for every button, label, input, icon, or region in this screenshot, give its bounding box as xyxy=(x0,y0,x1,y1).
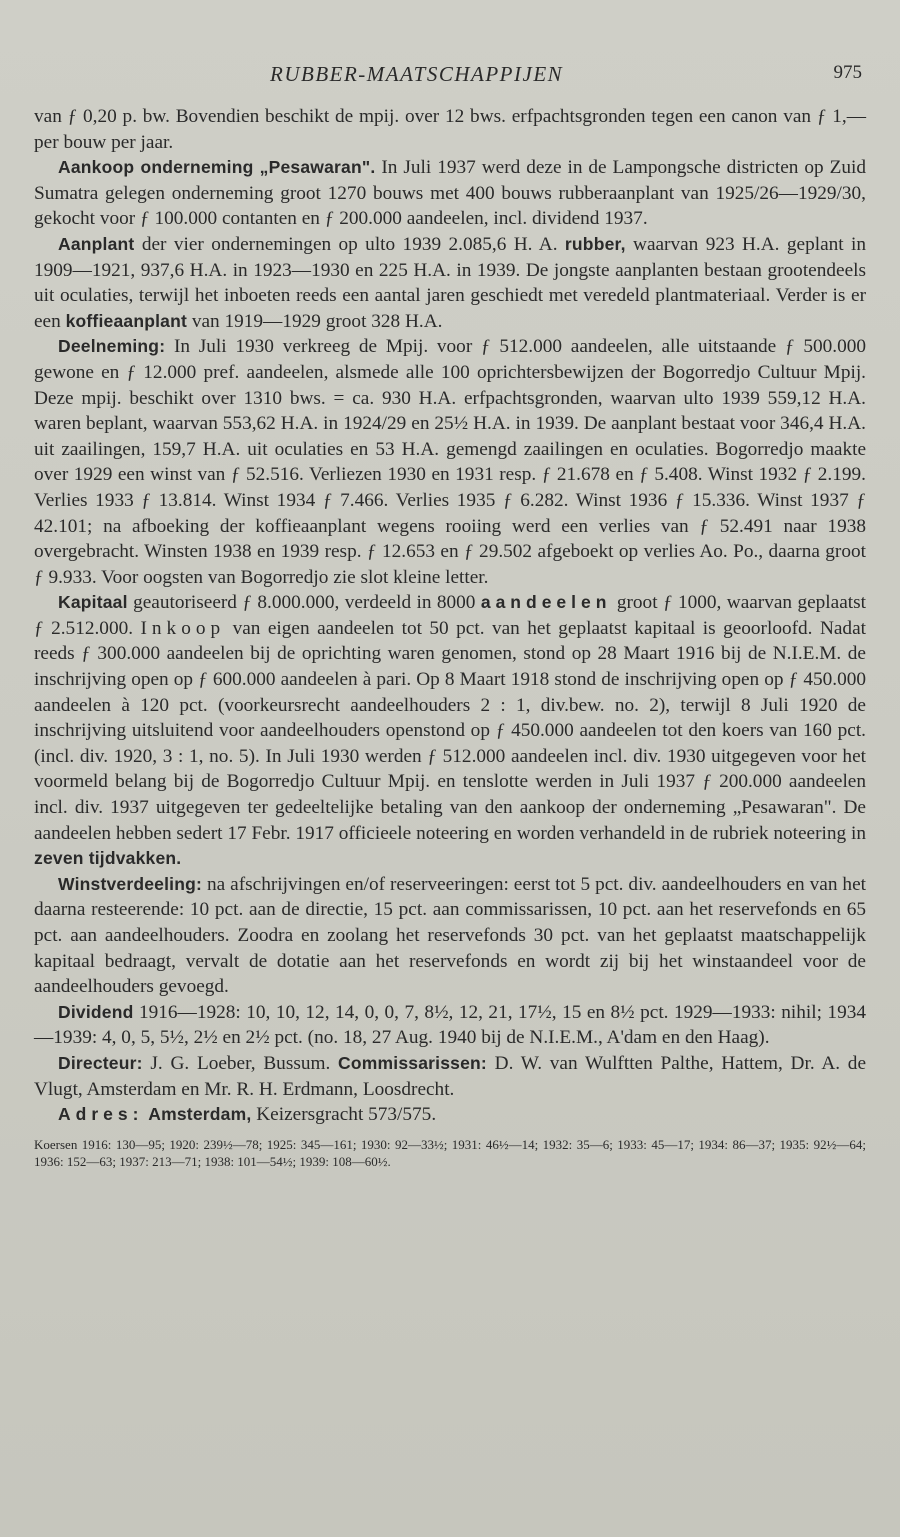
inline-heading-rubber: rubber, xyxy=(564,233,626,254)
section-heading-winstverdeeling: Winstverdeeling: xyxy=(58,873,203,894)
section-heading-aanplant: Aanplant xyxy=(58,233,135,254)
paragraph-text: der vier ondernemingen op ulto 1939 2.085,6 H. A. xyxy=(134,233,565,255)
paragraph-aanplant xyxy=(34,232,866,334)
paragraph-text: Keizersgracht 573/575. xyxy=(251,1104,437,1126)
address-city: Amsterdam, xyxy=(148,1104,252,1125)
section-heading-kapitaal: Kapitaal xyxy=(58,592,128,613)
section-heading-directeur: Directeur: xyxy=(58,1052,143,1073)
paragraph-text: J. G. Loeber, Bussum. xyxy=(142,1052,339,1074)
paragraph-text: van 1919—1929 groot 328 H.A. xyxy=(187,310,443,332)
section-heading-deelneming: Deelneming: xyxy=(58,336,166,357)
paragraph-text: geautoriseerd ƒ 8.000.000, verdeeld in 8000 xyxy=(127,592,481,614)
section-heading-dividend: Dividend xyxy=(58,1001,134,1022)
paragraph-text: D. W. van Wulftten Palthe, Hattem, Dr. A. de Vlugt, Amsterdam en Mr. R. H. Erdmann, Loosdrecht. xyxy=(34,1052,867,1100)
paragraph-directie xyxy=(34,1051,866,1102)
paragraph-adres xyxy=(34,1102,866,1128)
paragraph-text: waarvan 923 H.A. geplant in 1909—1921, 937,6 H.A. in 1923—1930 en 225 H.A. in 1939. De jongste aanplanten bestaan grootendeels uit oculaties, terwijl het inboeten reeds een aantal jaren geschiedt met veredeld plantmateriaal. Verder is er een xyxy=(34,233,866,332)
paragraph-winstverdeeling xyxy=(34,872,866,1000)
paragraph-dividend xyxy=(34,1000,866,1051)
paragraph-aankoop xyxy=(34,155,866,232)
paragraph-deelneming xyxy=(34,334,866,590)
paragraph-text: In Juli 1930 verkreeg de Mpij. voor ƒ 512.000 aandeelen, alle uitstaande ƒ 500.000 gewone en ƒ 12.000 pref. aandeelen, alsmede alle 100 oprichtersbewijzen der Bogorredjo Cultuur Mpij. Deze mpij. beschikt over 1310 bws. = ca. 930 H.A. erfpachtsgronden, waarvan ulto 1939 559,12 H.A. waren beplant, waarvan 553,62 H.A. in 1924/29 en 25½ H.A. in 1939. De aanplant bestaat voor 346,4 H.A. uit zaailingen, 159,7 H.A. uit oculaties en 53 H.A. gemengd zaailingen en oculaties. Bogorredjo maakte over 1929 een winst van ƒ 52.516. Verliezen 1930 en 1931 resp. ƒ 21.678 en ƒ 5.408. Winst 1932 ƒ 2.199. Verlies 1933 ƒ 13.814. Winst 1934 ƒ 7.466. Verlies 1935 ƒ 6.282. Winst 1936 ƒ 15.336. Winst 1937 ƒ 42.101; na afboeking der koffieaanplant wegens rooiing werd een verlies van ƒ 52.491 naar 1938 overgebracht. Winsten 1938 en 1939 resp. ƒ 12.653 en ƒ 29.502 afgeboekt op verlies Ao. Po., daarna groot ƒ 9.933. Voor oogsten van Bogorredjo zie slot kleine letter. xyxy=(34,336,866,588)
emphasis-aandeelen: aandeelen xyxy=(480,592,612,613)
paragraph-text: 1916—1928: 10, 10, 12, 14, 0, 0, 7, 8½, 12, 21, 17½, 15 en 8½ pct. 1929—1933: nihil; 1934—1939: 4, 0, 5, 5½, 2½ en 2½ pct. (no. 18, 27 Aug. 1940 bij de N.I.E.M., A'dam en den Haag). xyxy=(34,1001,866,1049)
paragraph-canon xyxy=(34,104,866,155)
inline-heading-koffie: koffieaanplant xyxy=(65,310,188,331)
paragraph-text: In Juli 1937 werd deze in de Lampongsche districten op Zuid Sumatra gelegen onderneming groot 1270 bouws met 400 bouws rubberaanplant van 1925/26—1929/30, gekocht voor ƒ 100.000 contanten en ƒ 200.000 aandeelen, incl. dividend 1937. xyxy=(34,157,866,230)
koersen-footnote: Koersen 1916: 130—95; 1920: 239½—78; 1925: 345—161; 1930: 92—33½; 1931: 46½—14; 1932: 35—6; 1933: 45—17; 1934: 86—37; 1935: 92½—64; 1936: 152—63; 1937: 213—71; 1938: 101—54½; 1939: 108—60½. xyxy=(34,1136,866,1169)
inline-heading-tijdvakken: zeven tijdvakken. xyxy=(34,848,182,869)
paragraph-text: na afschrijvingen en/of reserveeringen: eerst tot 5 pct. div. aandeelhouders en van het daarna resteerende: 10 pct. aan de directie, 15 pct. aan commissarissen, 10 pct. aan het reservefonds en 65 pct. aan aandeelhouders. Zoodra en zoolang het reservefonds 30 pct. van het geplaatst maatschappelijk kapitaal bedraagt, vervalt de dotatie aan het reservefonds en wordt zij bij het winstaandeel voor de aandeelhouders gevoegd. xyxy=(34,873,866,998)
page-header xyxy=(0,60,900,90)
page-number: 975 xyxy=(833,62,862,83)
section-heading-aankoop: Aankoop onderneming „Pesawaran". xyxy=(58,157,376,178)
running-title: RUBBER-MAATSCHAPPIJEN xyxy=(270,62,564,86)
page-body xyxy=(34,104,866,1183)
section-heading-commissarissen: Commissarissen: xyxy=(338,1052,487,1073)
paragraph-text: van ƒ 0,20 p. bw. Bovendien beschikt de mpij. over 12 bws. erfpachtsgronden tegen een canon van ƒ 1,— per bouw per jaar. xyxy=(34,106,866,153)
paragraph-kapitaal xyxy=(34,590,866,872)
section-heading-adres: Adres: xyxy=(58,1104,144,1125)
emphasis-inkoop: Inkoop xyxy=(140,617,226,639)
paragraph-text: groot ƒ 1000, waarvan geplaatst ƒ 2.512.000. xyxy=(34,592,866,639)
paragraph-text: van eigen aandeelen tot 50 pct. van het geplaatst kapitaal is geoorloofd. Nadat reeds ƒ 300.000 aandeelen bij de oprichting waren genomen, stond op 28 Maart 1916 bij de N.I.E.M. de inschrijving open op ƒ 600.000 aandeelen à pari. Op 8 Maart 1918 stond de inschrijving open op ƒ 450.000 aandeelen à 120 pct. (voorkeursrecht aandeelhouders 2 : 1, div.bew. no. 2), terwijl 8 Juli 1920 de inschrijving uitsluitend voor aandeelhouders openstond op ƒ 450.000 aandeelen tot den koers van 160 pct. (incl. div. 1920, 3 : 1, no. 5). In Juli 1930 werden ƒ 512.000 aandeelen incl. div. 1930 uitgegeven voor het voormeld belang bij de Bogorredjo Cultuur Mpij. en tenslotte werden in Juli 1937 ƒ 200.000 aandeelen incl. div. 1937 uitgegeven ter gedeeltelijke betaling van den aankoop der onderneming „Pesawaran". De aandeelen hebben sedert 17 Febr. 1917 officieele noteering en worden verhandeld in de rubriek noteering in xyxy=(34,617,866,844)
